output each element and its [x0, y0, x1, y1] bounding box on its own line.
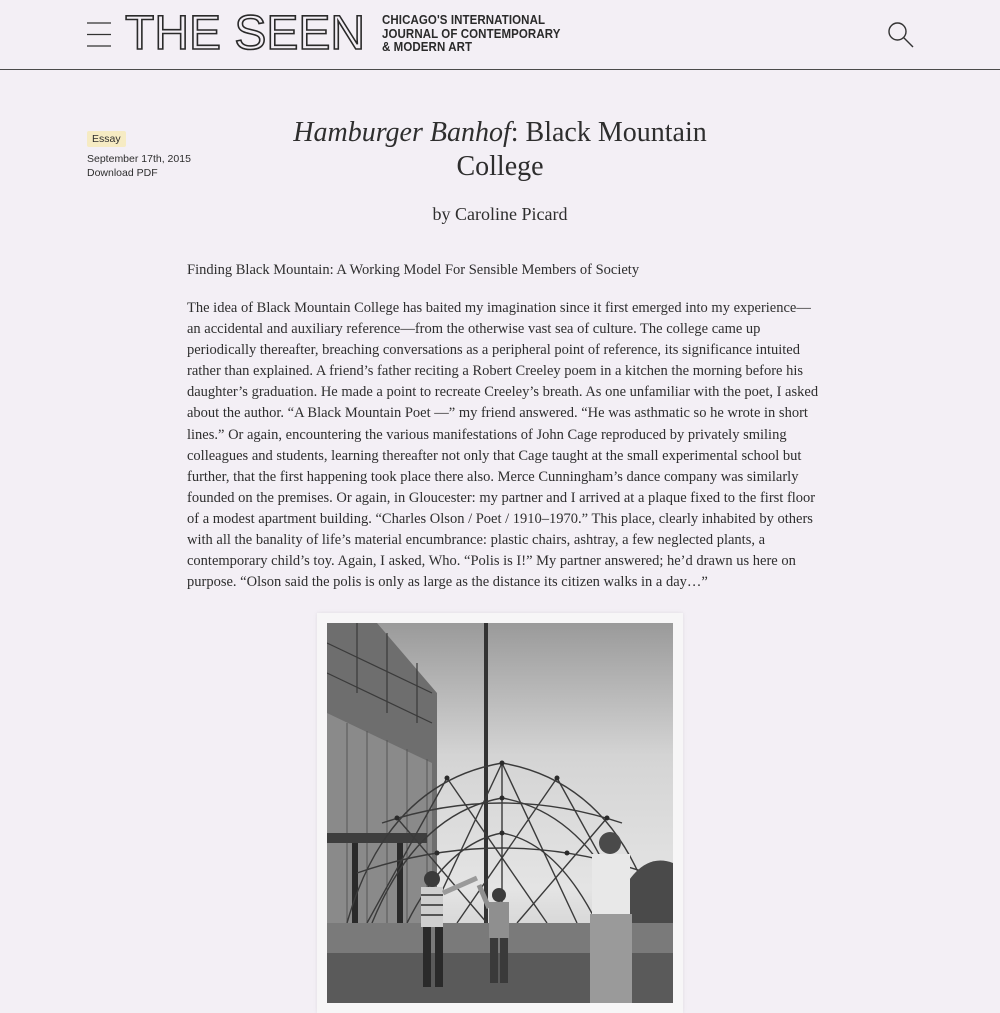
site-logo-tagline: [382, 14, 560, 55]
category-badge[interactable]: Essay: [87, 131, 126, 147]
tagline-line-1: CHICAGO'S INTERNATIONAL: [382, 13, 546, 27]
tagline-line-3: & MODERN ART: [382, 40, 473, 54]
article-body-paragraph: The idea of Black Mountain College has baited my imagination since it first emerged into my experience—an accidental and auxiliary reference—from the otherwise vast sea of culture. The college came up periodically thereafter, breaching conversations as a peripheral point of reference, its significance intuited rather than explained. A friend’s father reciting a Robert Creeley poem in a kitchen the morning before his daughter’s graduation. He made a point to recreate Creeley’s breath. As one unfamiliar with the poet, I asked about the author. “A Black Mountain Poet —” my friend answered. “He was asthmatic so he wrote in short lines.” Or again, encountering the various manifestations of John Cage reproduced by privately smiling colleagues and students, learning thereafter not only that Cage taught at the small experimental school but further, that the first happening took place there also. Merce Cunningham’s dance company was similarly founded on the premises. Or again, in Gloucester: my partner and I arrived at a plaque fixed to the first floor of a modest apartment building. “Charles Olson / Poet / 1910–1970.” This place, clearly inhabited by others with all the banality of life’s material encumbrance: plastic chairs, ashtray, a few neglected plants, a contemporary child’s toy. Again, I asked, Who. “Polis is I!” My partner answered; he’d drawn us here on purpose. “Olson said the polis is only as large as the distance its citizen walks in a day…”: [187, 300, 819, 591]
download-pdf-link[interactable]: Download PDF: [87, 167, 158, 179]
article-meta: [87, 131, 191, 180]
site-header: [0, 0, 1000, 70]
article-subtitle: Finding Black Mountain: A Working Model For Sensible Members of Society: [187, 262, 640, 278]
title-rest: : Black Mountain College: [456, 117, 707, 182]
hamburger-menu-icon[interactable]: [87, 22, 111, 48]
article-title: [250, 116, 750, 184]
publish-date: September 17th, 2015: [87, 153, 191, 165]
site-logo-wordmark[interactable]: THE SEEN: [125, 7, 366, 60]
article-byline: by Caroline Picard: [432, 204, 568, 224]
magnifier-search-icon[interactable]: [886, 20, 916, 50]
geodesic-dome-photo: [327, 623, 673, 1003]
title-italic: Hamburger Banhof: [293, 117, 511, 148]
article-photo: [317, 613, 683, 1013]
tagline-line-2: JOURNAL OF CONTEMPORARY: [382, 26, 561, 41]
